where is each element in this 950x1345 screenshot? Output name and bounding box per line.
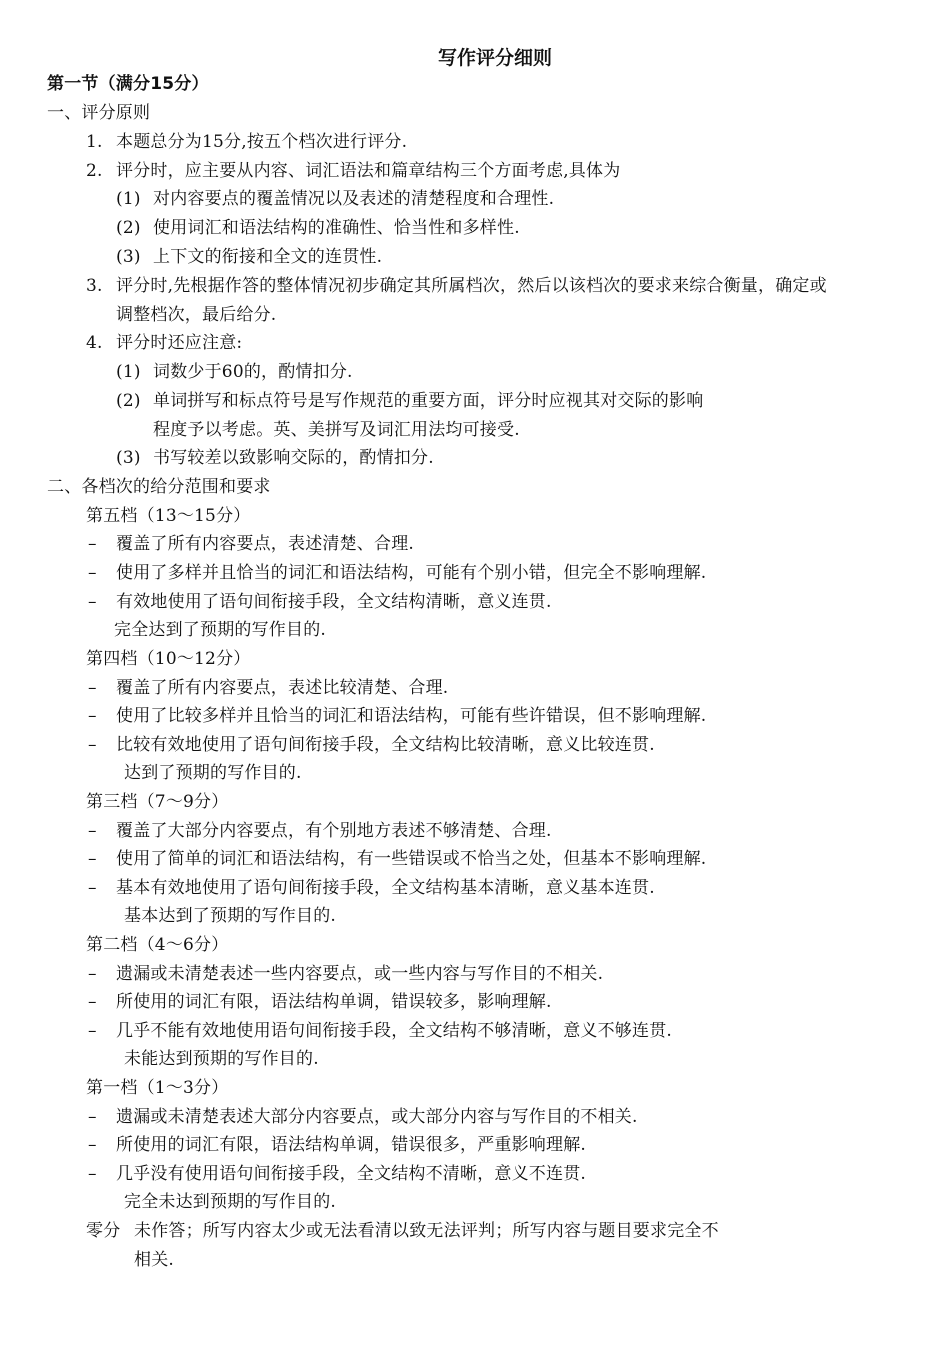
sub-number: (2) xyxy=(116,391,141,411)
principle-item-1 xyxy=(86,131,407,153)
tier-1-bullet-2 xyxy=(88,1134,586,1156)
note-item-2 xyxy=(116,390,703,412)
dash-marker: – xyxy=(88,735,97,755)
tier-5-bullet-2 xyxy=(88,562,706,584)
sub-text: 对内容要点的覆盖情况以及表述的清楚程度和合理性. xyxy=(153,189,555,209)
sub-number: (2) xyxy=(116,218,141,238)
tier-3-bullet-3 xyxy=(88,877,655,899)
tier-2-bullet-3 xyxy=(88,1020,672,1042)
tier-5-summary: 完全达到了预期的写作目的. xyxy=(114,620,327,640)
tier-3-summary: 基本达到了预期的写作目的. xyxy=(124,906,337,926)
zero-score xyxy=(86,1220,719,1242)
dash-marker: – xyxy=(88,563,97,583)
tier-1-label: 第一档（1～3分） xyxy=(86,1078,229,1098)
dash-marker: – xyxy=(88,992,97,1012)
item-text: 评分时还应注意: xyxy=(116,333,243,353)
bullet-text: 所使用的词汇有限，语法结构单调，错误较多，影响理解. xyxy=(116,992,552,1012)
tier-5-bullet-1 xyxy=(88,533,414,555)
item-text: 评分时，应主要从内容、词汇语法和篇章结构三个方面考虑,具体为 xyxy=(116,161,621,181)
tier-3-bullet-1 xyxy=(88,820,552,842)
part2-heading: 二、各档次的给分范围和要求 xyxy=(47,477,271,497)
bullet-text: 使用了比较多样并且恰当的词汇和语法结构，可能有些许错误，但不影响理解. xyxy=(116,706,707,726)
tier-3-label: 第三档（7～9分） xyxy=(86,792,229,812)
tier-3-bullet-2 xyxy=(88,848,706,870)
tier-4-label: 第四档（10～12分） xyxy=(86,649,251,669)
bullet-text: 覆盖了所有内容要点，表述清楚、合理. xyxy=(116,534,415,554)
sub-number: (3) xyxy=(116,247,141,267)
principle-item-3 xyxy=(86,275,827,297)
zero-score-continuation: 相关. xyxy=(134,1250,175,1270)
dash-marker: – xyxy=(88,534,97,554)
aspect-item-2 xyxy=(116,217,520,239)
dash-marker: – xyxy=(88,849,97,869)
document-title: 写作评分细则 xyxy=(437,47,552,69)
item-number: 3. xyxy=(86,276,103,296)
dash-marker: – xyxy=(88,678,97,698)
dash-marker: – xyxy=(88,964,97,984)
bullet-text: 使用了多样并且恰当的词汇和语法结构，可能有个别小错，但完全不影响理解. xyxy=(116,563,707,583)
sub-text: 上下文的衔接和全文的连贯性. xyxy=(153,247,383,267)
item-text: 本题总分为15分,按五个档次进行评分. xyxy=(116,132,408,152)
tier-4-summary: 达到了预期的写作目的. xyxy=(124,763,302,783)
sub-number: (1) xyxy=(116,362,141,382)
principle-item-2 xyxy=(86,160,620,182)
aspect-item-1 xyxy=(116,188,554,210)
tier-5-label: 第五档（13～15分） xyxy=(86,506,251,526)
bullet-text: 覆盖了大部分内容要点，有个别地方表述不够清楚、合理. xyxy=(116,821,552,841)
sub-text: 词数少于60的，酌情扣分. xyxy=(153,362,353,382)
bullet-text: 比较有效地使用了语句间衔接手段，全文结构比较清晰，意义比较连贯. xyxy=(116,735,655,755)
bullet-text: 有效地使用了语句间衔接手段，全文结构清晰，意义连贯. xyxy=(116,592,552,612)
bullet-text: 使用了简单的词汇和语法结构，有一些错误或不恰当之处，但基本不影响理解. xyxy=(116,849,707,869)
dash-marker: – xyxy=(88,592,97,612)
sub-text: 单词拼写和标点符号是写作规范的重要方面，评分时应视其对交际的影响 xyxy=(153,391,704,411)
part1-heading: 一、评分原则 xyxy=(47,103,151,123)
tier-1-bullet-3 xyxy=(88,1163,586,1185)
tier-4-bullet-2 xyxy=(88,705,706,727)
item-number: 4. xyxy=(86,333,103,353)
bullet-text: 基本有效地使用了语句间衔接手段，全文结构基本清晰，意义基本连贯. xyxy=(116,878,655,898)
tier-1-summary: 完全未达到预期的写作目的. xyxy=(124,1192,337,1212)
principle-item-4 xyxy=(86,332,242,354)
sub-text: 使用词汇和语法结构的准确性、恰当性和多样性. xyxy=(153,218,520,238)
item-number: 2. xyxy=(86,161,103,181)
aspect-item-3 xyxy=(116,246,382,268)
zero-score-text: 未作答；所写内容太少或无法看清以致无法评判；所写内容与题目要求完全不 xyxy=(134,1221,719,1241)
dash-marker: – xyxy=(88,878,97,898)
tier-1-bullet-1 xyxy=(88,1106,638,1128)
sub-text: 书写较差以致影响交际的，酌情扣分. xyxy=(153,448,434,468)
sub-number: (3) xyxy=(116,448,141,468)
zero-score-label: 零分 xyxy=(86,1221,121,1241)
principle-item-3-continuation: 调整档次，最后给分. xyxy=(116,305,277,325)
bullet-text: 几乎没有使用语句间衔接手段，全文结构不清晰，意义不连贯. xyxy=(116,1164,587,1184)
bullet-text: 遗漏或未清楚表述大部分内容要点，或大部分内容与写作目的不相关. xyxy=(116,1107,638,1127)
tier-4-bullet-3 xyxy=(88,734,655,756)
bullet-text: 所使用的词汇有限，语法结构单调，错误很多，严重影响理解. xyxy=(116,1135,587,1155)
bullet-text: 覆盖了所有内容要点，表述比较清楚、合理. xyxy=(116,678,449,698)
tier-2-bullet-1 xyxy=(88,963,603,985)
dash-marker: – xyxy=(88,1021,97,1041)
note-item-3 xyxy=(116,447,434,469)
dash-marker: – xyxy=(88,821,97,841)
note-item-1 xyxy=(116,361,353,383)
dash-marker: – xyxy=(88,1135,97,1155)
tier-2-bullet-2 xyxy=(88,991,552,1013)
dash-marker: – xyxy=(88,1107,97,1127)
dash-marker: – xyxy=(88,1164,97,1184)
tier-2-label: 第二档（4～6分） xyxy=(86,935,229,955)
tier-5-bullet-3 xyxy=(88,591,552,613)
dash-marker: – xyxy=(88,706,97,726)
tier-4-bullet-1 xyxy=(88,677,448,699)
bullet-text: 几乎不能有效地使用语句间衔接手段，全文结构不够清晰，意义不够连贯. xyxy=(116,1021,673,1041)
item-text: 评分时,先根据作答的整体情况初步确定其所属档次，然后以该档次的要求来综合衡量，确定或 xyxy=(116,276,827,296)
section-heading: 第一节（满分15分） xyxy=(47,74,209,94)
sub-number: (1) xyxy=(116,189,141,209)
tier-2-summary: 未能达到预期的写作目的. xyxy=(124,1049,319,1069)
note-item-2-continuation: 程度予以考虑。英、美拼写及词汇用法均可接受. xyxy=(153,420,520,440)
bullet-text: 遗漏或未清楚表述一些内容要点，或一些内容与写作目的不相关. xyxy=(116,964,604,984)
item-number: 1. xyxy=(86,132,103,152)
